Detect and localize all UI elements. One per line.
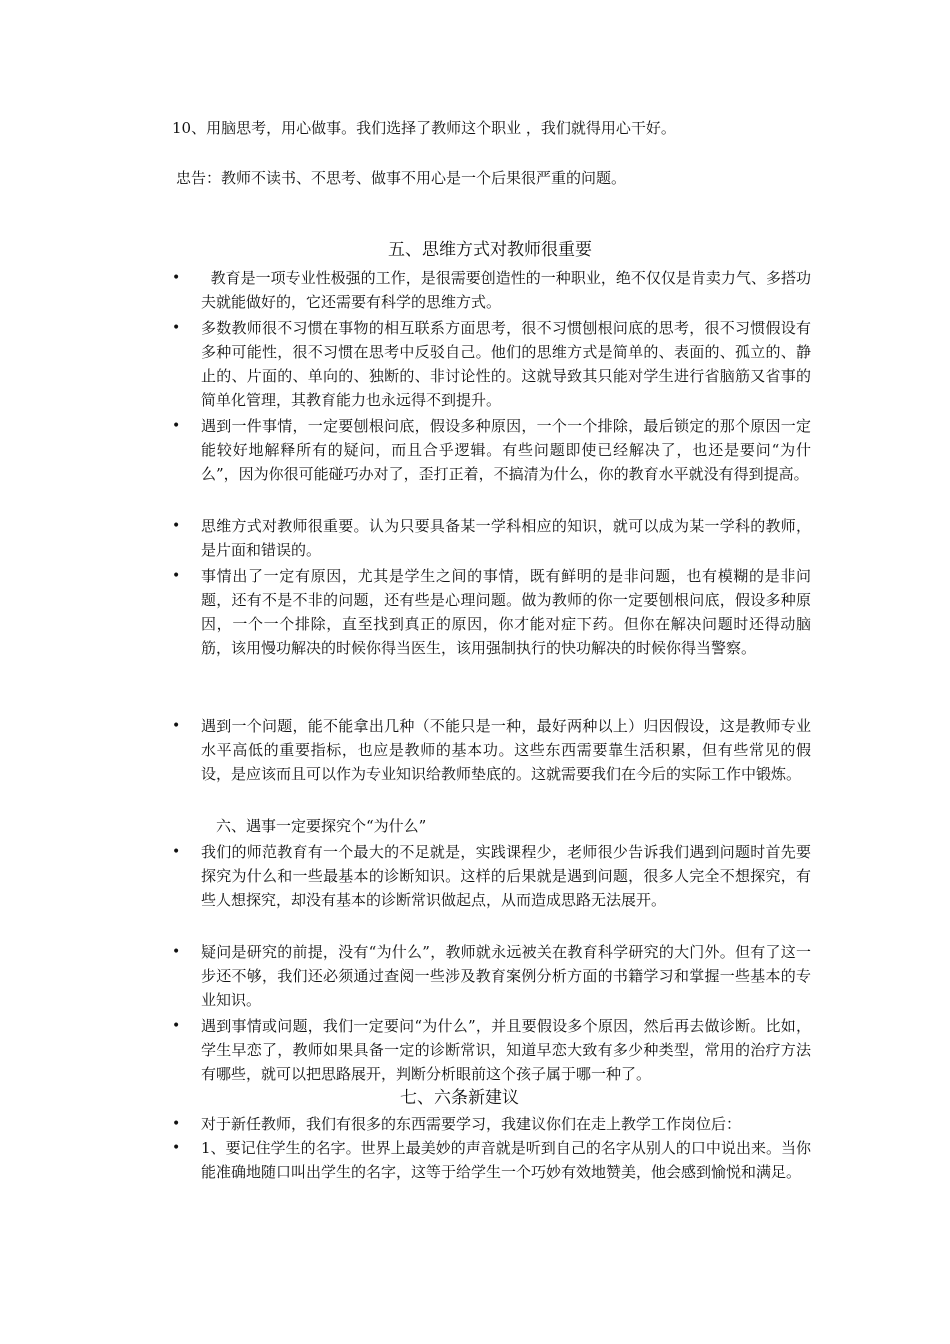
bullet-icon: • [172,844,181,860]
list-item-text: 对于新任教师，我们有很多的东西需要学习，我建议你们在走上教学工作岗位后： [201,1115,742,1133]
bullet-icon: • [172,320,181,336]
list-item-text: 思维方式对教师很重要。认为只要具备某一学科相应的知识，就可以成为某一学科的教师，是片面和错误的。 [201,517,811,559]
section-5-title: 五、思维方式对教师很重要 [388,240,592,260]
intro-line-10: 10、用脑思考，用心做事。我们选择了教师这个职业 ，我们就得用心干好。 [172,119,676,137]
list-item-text: 多数教师很不习惯在事物的相互联系方面思考，很不习惯刨根问底的思考，很不习惯假设有多种可能性，很不习惯在思考中反驳自己。他们的思维方式是简单的、表面的、孤立的、静止的、片面的、单向的、独断的、非讨论性的。这就导致其只能对学生进行省脑筋又省事的简单化管理，其教育能力也永远得不到提升。 [201,319,811,409]
list-item-text: 事情出了一定有原因，尤其是学生之间的事情，既有鲜明的是非问题，也有模糊的是非问题，还有不是不非的问题，还有些是心理问题。做为教师的你一定要刨根问底，假设多种原因，一个一个排除，直至找到真正的原因，你才能对症下药。但你在解决问题时还得动脑筋，该用慢功解决的时候你得当医生，该用强制执行的快功解决的时候你得当警察。 [201,567,811,657]
bullet-icon: • [172,718,181,734]
bullet-icon: • [172,944,181,960]
list-item-text: 疑问是研究的前提，没有“为什么”，教师就永远被关在教育科学研究的大门外。但有了这一步还不够，我们还必须通过查阅一些涉及教育案例分析方面的书籍学习和掌握一些基本的专业知识。 [201,943,811,1009]
intro-warning: 忠告：教师不读书、不思考、做事不用心是一个后果很严重的问题。 [176,169,627,187]
bullet-icon: • [172,270,181,286]
list-item-text: 我们的师范教育有一个最大的不足就是，实践课程少，老师很少告诉我们遇到问题时首先要探究为什么和一些最基本的诊断知识。这样的后果就是遇到问题，很多人完全不想探究，有些人想探究，却没有基本的诊断常识做起点，从而造成思路无法展开。 [201,843,811,909]
list-item-text: 遇到事情或问题，我们一定要问“为什么”，并且要假设多个原因，然后再去做诊断。比如，学生早恋了，教师如果具备一定的诊断常识，知道早恋大致有多少种类型，常用的治疗方法有哪些，就可以把思路展开，判断分析眼前这个孩子属于哪一种了。 [201,1017,811,1083]
bullet-icon: • [172,568,181,584]
section-7-title: 七、六条新建议 [400,1088,519,1108]
bullet-icon: • [172,518,181,534]
list-item-text: 遇到一个问题，能不能拿出几种（不能只是一种，最好两种以上）归因假设，这是教师专业水平高低的重要指标，也应是教师的基本功。这些东西需要靠生活积累，但有些常见的假设，是应该而且可以作为专业知识给教师垫底的。这就需要我们在今后的实际工作中锻炼。 [201,717,811,783]
bullet-icon: • [172,418,181,434]
list-item-text: 遇到一件事情，一定要刨根问底，假设多种原因，一个一个排除，最后锁定的那个原因一定能较好地解释所有的疑问，而且合乎逻辑。有些问题即使已经解决了，也还是要问“为什么”，因为你很可能碰巧办对了，歪打正着，不搞清为什么，你的教育水平就没有得到提高。 [201,417,811,483]
section-6-title: 六、遇事一定要探究个“为什么” [216,817,427,835]
bullet-icon: • [172,1140,181,1156]
list-item-text: 教育是一项专业性极强的工作，是很需要创造性的一种职业，绝不仅仅是肯卖力气、多搭功夫就能做好的，它还需要有科学的思维方式。 [201,269,811,311]
bullet-icon: • [172,1116,181,1132]
list-item-text: 1、要记住学生的名字。世界上最美妙的声音就是听到自己的名字从别人的口中说出来。当你能准确地随口叫出学生的名字，这等于给学生一个巧妙有效地赞美，他会感到愉悦和满足。 [201,1139,811,1181]
bullet-icon: • [172,1018,181,1034]
